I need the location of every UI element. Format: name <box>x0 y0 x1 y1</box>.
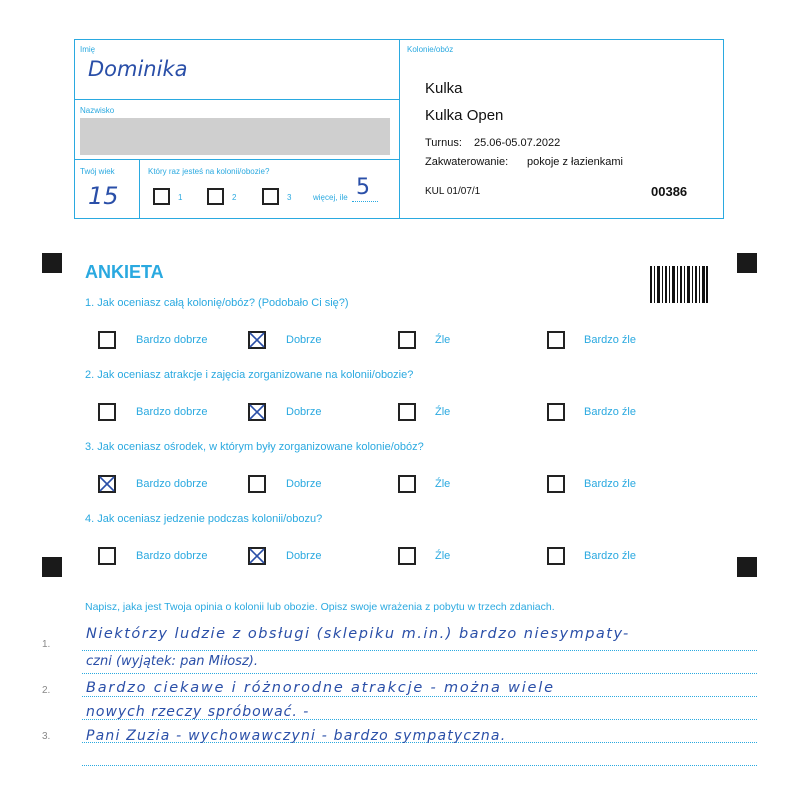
question-2-checkbox-1[interactable] <box>98 403 116 421</box>
question-2-option-4-label: Bardzo źle <box>584 406 636 418</box>
question-2-checkbox-4[interactable] <box>547 403 565 421</box>
registration-mark-top-right <box>737 253 757 273</box>
registration-mark-bottom-right <box>737 557 757 577</box>
question-2-checkbox-2[interactable] <box>248 403 266 421</box>
question-2-option-1-label: Bardzo dobrze <box>136 406 208 418</box>
kolonia-name: Kulka <box>425 80 463 97</box>
question-4-checkbox-4[interactable] <box>547 547 565 565</box>
registration-mark-top-left <box>42 253 62 273</box>
question-4-checkmark-x <box>248 547 266 565</box>
question-4-checkbox-1[interactable] <box>98 547 116 565</box>
question-4-option-4-label: Bardzo źle <box>584 550 636 562</box>
question-2-option-3-label: Źle <box>435 406 451 418</box>
opinion-line-6 <box>82 765 757 766</box>
wiek-value[interactable]: 15 <box>88 182 119 210</box>
question-1-option-3-label: Źle <box>435 334 451 346</box>
wiecej-dots <box>352 201 378 202</box>
question-1-checkbox-3[interactable] <box>398 331 416 349</box>
kolonia-label: Kolonie/obóz <box>407 45 454 54</box>
header-divider-vertical <box>399 40 400 218</box>
question-1-checkmark-x <box>248 331 266 349</box>
nazwisko-label: Nazwisko <box>80 106 115 115</box>
question-3-checkbox-1[interactable] <box>98 475 116 493</box>
opinion-line-3 <box>82 696 757 697</box>
question-3-option-1-label: Bardzo dobrze <box>136 478 208 490</box>
visit-option-3-label: 3 <box>287 193 292 202</box>
question-1-text: 1. Jak oceniasz całą kolonię/obóz? (Podobało Ci się?) <box>85 297 349 309</box>
registration-mark-bottom-left <box>42 557 62 577</box>
question-4-option-3-label: Źle <box>435 550 451 562</box>
survey-title: ANKIETA <box>85 262 164 282</box>
question-3-option-4-label: Bardzo źle <box>584 478 636 490</box>
question-3-checkbox-2[interactable] <box>248 475 266 493</box>
zakwaterowanie-value: pokoje z łazienkami <box>527 156 623 168</box>
question-3-checkbox-4[interactable] <box>547 475 565 493</box>
question-4-checkbox-3[interactable] <box>398 547 416 565</box>
opinion-text-4[interactable]: nowych rzeczy spróbować. - <box>86 704 310 720</box>
question-3-option-2-label: Dobrze <box>286 478 322 490</box>
opinion-text-3[interactable]: Bardzo ciekawe i różnorodne atrakcje - można wiele <box>86 680 555 696</box>
question-4-text: 4. Jak oceniasz jedzenie podczas kolonii/obozu? <box>85 513 323 525</box>
ktory-raz-label: Który raz jesteś na kolonii/obozie? <box>148 167 270 176</box>
question-4-option-2-label: Dobrze <box>286 550 322 562</box>
question-1-checkbox-4[interactable] <box>547 331 565 349</box>
visit-checkbox-3[interactable] <box>262 188 279 205</box>
opinion-number-3: 3. <box>42 731 51 742</box>
kolonia-variant: Kulka Open <box>425 107 504 124</box>
question-3-text: 3. Jak oceniasz ośrodek, w którym były zorganizowane kolonie/obóz? <box>85 441 424 453</box>
wiecej-label: więcej, ile <box>313 193 348 202</box>
opinion-line-1 <box>82 650 757 651</box>
question-2-text: 2. Jak oceniasz atrakcje i zajęcia zorganizowane na kolonii/obozie? <box>85 369 414 381</box>
turnus-value: 25.06-05.07.2022 <box>474 137 561 149</box>
visit-checkbox-1[interactable] <box>153 188 170 205</box>
visit-option-1-label: 1 <box>178 193 183 202</box>
question-1-option-4-label: Bardzo źle <box>584 334 636 346</box>
question-2-checkmark-x <box>248 403 266 421</box>
opinion-line-2 <box>82 673 757 674</box>
opinion-text-2[interactable]: czni (wyjątek: pan Miłosz). <box>86 654 258 669</box>
question-1-option-1-label: Bardzo dobrze <box>136 334 208 346</box>
opinion-number-2: 2. <box>42 685 51 696</box>
question-1-checkbox-2[interactable] <box>248 331 266 349</box>
question-4-checkbox-2[interactable] <box>248 547 266 565</box>
imie-value[interactable]: Dominika <box>88 57 188 81</box>
question-4-option-1-label: Bardzo dobrze <box>136 550 208 562</box>
form-number: 00386 <box>651 184 688 199</box>
zakwaterowanie-label: Zakwaterowanie: <box>425 156 509 168</box>
visit-option-2-label: 2 <box>232 193 237 202</box>
question-3-checkbox-3[interactable] <box>398 475 416 493</box>
opinion-number-1: 1. <box>42 639 51 650</box>
turnus-label: Turnus: <box>425 137 462 149</box>
question-3-checkmark-x <box>98 475 116 493</box>
opinion-text-1[interactable]: Niektórzy ludzie z obsługi (sklepiku m.in.) bardzo niesympaty- <box>86 626 630 642</box>
header-divider-age <box>139 160 140 218</box>
question-1-checkbox-1[interactable] <box>98 331 116 349</box>
opinion-prompt: Napisz, jaka jest Twoja opinia o kolonii lub obozie. Opisz swoje wrażenia z pobytu w trzech zdaniach. <box>85 601 555 613</box>
question-3-option-3-label: Źle <box>435 478 451 490</box>
header-divider-1 <box>75 99 399 100</box>
header-divider-2 <box>75 159 399 160</box>
nazwisko-redacted <box>80 118 390 155</box>
imie-label: Imię <box>80 45 96 54</box>
wiecej-value[interactable]: 5 <box>356 175 370 200</box>
opinion-text-5[interactable]: Pani Zuzia - wychowawczyni - bardzo sympatyczna. <box>86 728 507 744</box>
wiek-label: Twój wiek <box>80 167 115 176</box>
barcode <box>650 266 708 303</box>
question-1-option-2-label: Dobrze <box>286 334 322 346</box>
kolonia-code: KUL 01/07/1 <box>425 186 481 197</box>
visit-checkbox-2[interactable] <box>207 188 224 205</box>
question-2-option-2-label: Dobrze <box>286 406 322 418</box>
question-2-checkbox-3[interactable] <box>398 403 416 421</box>
